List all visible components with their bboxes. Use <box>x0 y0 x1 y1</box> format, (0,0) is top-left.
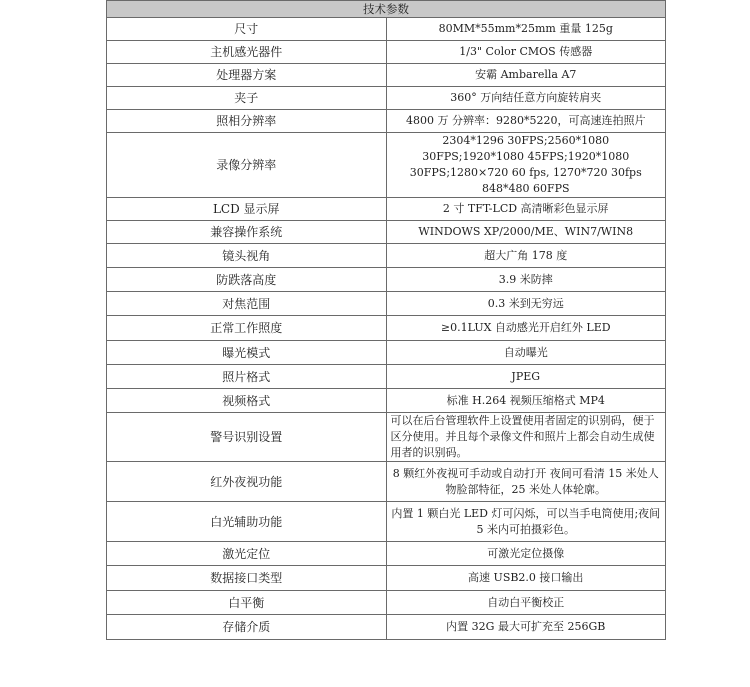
row-value: 2304*1296 30FPS;2560*1080 30FPS;1920*1080 45FPS;1920*1080 30FPS;1280×720 60 fps, 1270*720 30fps 848*480 60FPS <box>386 133 666 198</box>
row-value: 2 寸 TFT-LCD 高清晰彩色显示屏 <box>386 198 666 221</box>
row-label: 警号识别设置 <box>107 413 387 462</box>
row-label: 照相分辨率 <box>107 110 387 133</box>
row-label: 数据接口类型 <box>107 566 387 591</box>
table-row <box>107 542 666 566</box>
table-row <box>107 244 666 268</box>
table-row <box>107 198 666 221</box>
row-value: JPEG <box>386 365 666 389</box>
table-row <box>107 41 666 64</box>
table-row <box>107 87 666 110</box>
table-row <box>107 316 666 341</box>
row-value: 自动白平衡校正 <box>386 591 666 615</box>
row-label: LCD 显示屏 <box>107 198 387 221</box>
table-row <box>107 18 666 41</box>
row-label: 照片格式 <box>107 365 387 389</box>
row-label: 白平衡 <box>107 591 387 615</box>
row-value: 可激光定位摄像 <box>386 542 666 566</box>
row-label: 防跌落高度 <box>107 268 387 292</box>
row-label: 激光定位 <box>107 542 387 566</box>
row-label: 视频格式 <box>107 389 387 413</box>
table-row <box>107 566 666 591</box>
row-value: ≥0.1LUX 自动感光开启红外 LED <box>386 316 666 341</box>
table-row <box>107 615 666 640</box>
row-value: 80MM*55mm*25mm 重量 125g <box>386 18 666 41</box>
row-label: 夹子 <box>107 87 387 110</box>
table-row <box>107 292 666 316</box>
table-row <box>107 64 666 87</box>
row-value: 8 颗红外夜视可手动或自动打开 夜间可看清 15 米处人物脸部特征，25 米处人体轮廓。 <box>386 462 666 502</box>
row-value: 超大广角 178 度 <box>386 244 666 268</box>
row-value: 自动曝光 <box>386 341 666 365</box>
row-label: 正常工作照度 <box>107 316 387 341</box>
row-label: 曝光模式 <box>107 341 387 365</box>
table-row <box>107 462 666 502</box>
row-label: 尺寸 <box>107 18 387 41</box>
row-value: 可以在后台管理软件上设置使用者固定的识别码，便于区分使用。并且每个录像文件和照片上都会自动生成使用者的识别码。 <box>386 413 666 462</box>
spec-table <box>106 0 666 640</box>
table-header-row <box>107 1 666 18</box>
row-label: 镜头视角 <box>107 244 387 268</box>
row-value: 0.3 米到无穷远 <box>386 292 666 316</box>
row-value: 1/3" Color CMOS 传感器 <box>386 41 666 64</box>
row-label: 存储介质 <box>107 615 387 640</box>
table-row <box>107 268 666 292</box>
table-row <box>107 341 666 365</box>
table-row <box>107 413 666 462</box>
row-label: 兼容操作系统 <box>107 221 387 244</box>
table-row <box>107 591 666 615</box>
row-value: WINDOWS XP/2000/ME、WIN7/WIN8 <box>386 221 666 244</box>
row-value: 内置 1 颗白光 LED 灯可闪烁，可以当手电筒使用;夜间 5 米内可拍摄彩色。 <box>386 502 666 542</box>
table-row <box>107 110 666 133</box>
row-value: 高速 USB2.0 接口输出 <box>386 566 666 591</box>
row-value: 4800 万 分辨率：9280*5220，可高速连拍照片 <box>386 110 666 133</box>
row-value: 内置 32G 最大可扩充至 256GB <box>386 615 666 640</box>
table-header: 技术参数 <box>107 1 666 18</box>
table-row <box>107 389 666 413</box>
row-label: 录像分辨率 <box>107 133 387 198</box>
table-row <box>107 133 666 198</box>
row-label: 红外夜视功能 <box>107 462 387 502</box>
row-label: 主机感光器件 <box>107 41 387 64</box>
table-row <box>107 502 666 542</box>
table-row <box>107 221 666 244</box>
row-value: 3.9 米防摔 <box>386 268 666 292</box>
row-value: 标准 H.264 视频压缩格式 MP4 <box>386 389 666 413</box>
table-row <box>107 365 666 389</box>
row-label: 对焦范围 <box>107 292 387 316</box>
row-value: 360° 万向结任意方向旋转肩夹 <box>386 87 666 110</box>
row-label: 处理器方案 <box>107 64 387 87</box>
row-value: 安霸 Ambarella A7 <box>386 64 666 87</box>
row-label: 白光辅助功能 <box>107 502 387 542</box>
